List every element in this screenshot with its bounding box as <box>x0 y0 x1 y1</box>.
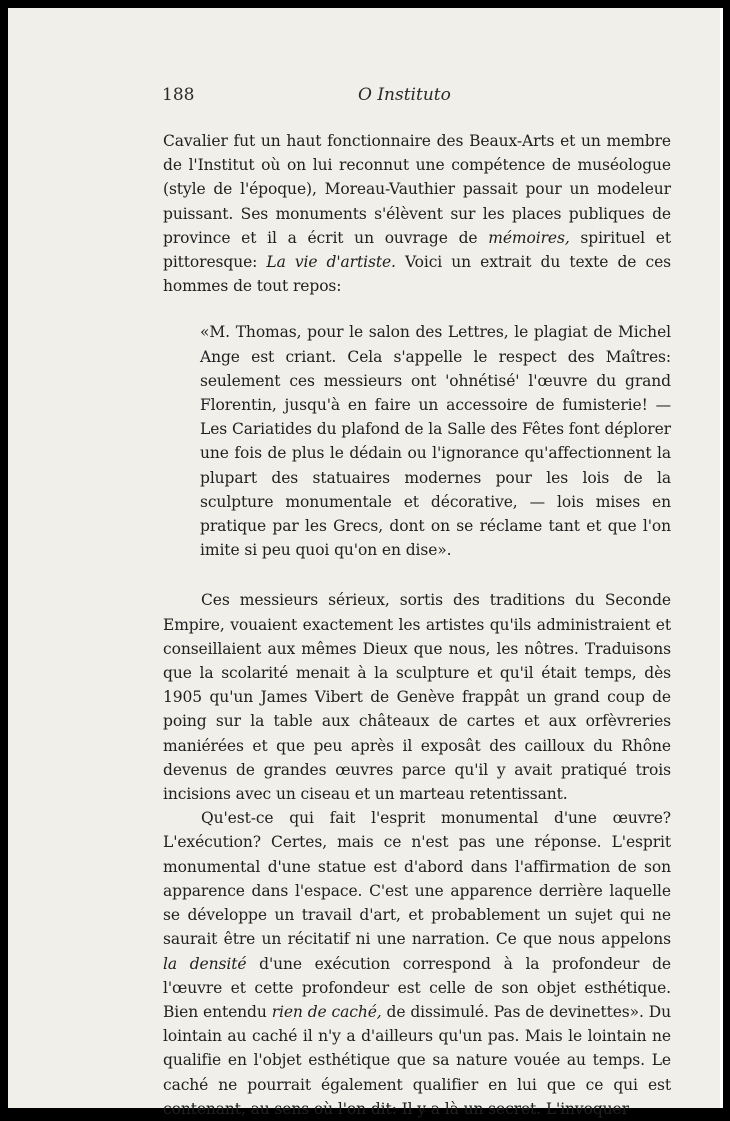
running-title: O Instituto <box>358 85 451 105</box>
paragraph-1 <box>163 129 671 298</box>
body-text <box>163 129 671 1121</box>
page-number: 188 <box>162 85 195 105</box>
p1-text-1: Cavalier fut un haut fonctionnaire des Beaux-Arts et un membre de l'Institut où on lui reconnut une compétence de muséologue (style de l'époque), Moreau-Vauthier passait pour un modeleur puissant. Ses monuments s'élèvent sur les places publiques de province et il a écrit un ouvrage de <box>163 132 671 247</box>
page-header <box>162 79 672 109</box>
p1-italic-title: La vie d'artiste. <box>266 253 396 272</box>
paragraph-2: Ces messieurs sérieux, sortis des traditions du Seconde Empire, vouaient exactement les artistes qu'ils administraient et conseillaient aux mêmes Dieux que nous, les nôtres. Traduisons que la scolarité menait à la sculpture et qu'il était temps, dès 1905 qu'un James Vibert de Genève frappât un grand coup de poing sur la table aux châteaux de cartes et aux orfèvreries maniérées et que peu après il exposât des cailloux du Rhône devenus de grandes œuvres parce qu'il y avait pratiqué trois incisions avec un ciseau et un marteau retentissant. <box>163 591 671 804</box>
paragraph-3 <box>163 806 671 1121</box>
p1-text-3: Voici un extrait du texte de ces hommes de tout repos: <box>163 253 671 296</box>
p3-italic-densite: la densité <box>163 954 247 973</box>
p3-text-2: d'une exécution correspond à la profondeur de l'œuvre et cette profondeur est celle de son objet esthétique. Bien entendu <box>163 954 671 1021</box>
p1-text-2: spirituel et pittoresque: <box>163 228 671 272</box>
p3-text-3: de dissimulé. Pas de devinettes». Du lointain au caché il n'y a d'ailleurs qu'un pas. Mais le lointain ne qualifie en l'objet esthétique que sa nature vouée au temps. Le caché ne pourrait également qualifier en lui que ce qui est contenant, au sens où l'on dit: Il y a là un secret. L'invoquer <box>163 1002 671 1118</box>
p3-italic-cache: rien de caché, <box>271 1002 382 1021</box>
p1-italic-memoires: mémoires, <box>488 228 570 247</box>
p3-text-1: Qu'est-ce qui fait l'esprit monumental d'une œuvre? L'exécution? Certes, mais ce n'est pas une réponse. L'esprit monumental d'une statue est d'abord dans l'affirmation de son apparence dans l'espace. C'est une apparence derrière laquelle se développe un travail d'art, et probablement un sujet qui ne saurait être un récitatif ni une narration. Ce que nous appelons <box>163 809 671 949</box>
block-quote: «M. Thomas, pour le salon des Lettres, le plagiat de Michel Ange est criant. Cela s'appelle le respect des Maîtres: seulement ces messieurs ont 'ohnétisé' l'œuvre du grand Florentin, jusqu'à en faire un accessoire de fumisterie! — Les Cariatides du plafond de la Salle des Fêtes font déplorer une fois de plus le dédain ou l'ignorance qu'affectionnent la plupart des statuaires modernes pour les lois de la sculpture monumentale et décorative, — lois mises en pratique par les Grecs, dont on se réclame tant et que l'on imite si peu quoi qu'on en dise». <box>200 323 671 560</box>
book-page <box>8 8 723 1118</box>
